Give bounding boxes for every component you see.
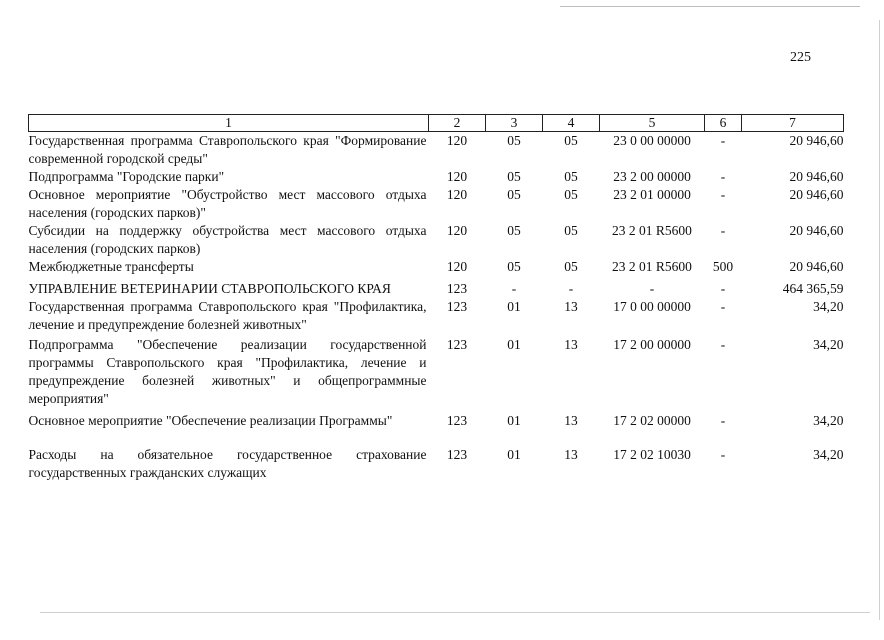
table-row: [29, 222, 844, 258]
row-subsection: 13: [564, 337, 578, 352]
row-ministry: 120: [446, 133, 468, 148]
row-expense-type: -: [720, 223, 726, 238]
row-target-code: 17 2 02 00000: [613, 413, 691, 428]
table-row: [29, 430, 844, 482]
row-amount: 20 946,60: [789, 187, 844, 202]
row-amount: 20 946,60: [789, 259, 844, 274]
row-subsection: 05: [564, 169, 578, 184]
budget-table: [28, 114, 844, 482]
row-name: Подпрограмма "Обеспечение реализации государственной программы Ставропольского края "Профилактика, лечение и предупреждение болезней животных" и общепрограммные мероприятия": [28, 337, 427, 406]
row-section: 05: [507, 133, 521, 148]
row-expense-type: 500: [712, 259, 734, 274]
header-col-7: 7: [742, 115, 844, 132]
row-amount: 20 946,60: [789, 133, 844, 148]
row-amount: 20 946,60: [789, 169, 844, 184]
row-section: 01: [507, 299, 521, 314]
row-subsection: 05: [564, 259, 578, 274]
row-subsection: 13: [564, 413, 578, 428]
row-name: Основное мероприятие "Обустройство мест массового отдыха населения (городских парков)": [28, 187, 427, 220]
row-ministry: 123: [446, 447, 468, 462]
row-name: Государственная программа Ставропольского края "Профилактика, лечение и предупреждение болезней животных": [28, 299, 427, 332]
row-name: Подпрограмма "Городские парки": [28, 169, 225, 184]
table-row: [29, 168, 844, 186]
row-expense-type: -: [720, 299, 726, 314]
page-number: 225: [790, 50, 811, 65]
table-row: [29, 334, 844, 408]
row-amount: 34,20: [813, 337, 844, 352]
row-expense-type: -: [720, 169, 726, 184]
row-amount: 34,20: [813, 413, 844, 428]
table-row: [29, 258, 844, 276]
row-amount: 464 365,59: [782, 281, 844, 296]
row-expense-type: -: [720, 133, 726, 148]
row-name: Межбюджетные трансферты: [28, 259, 194, 274]
scan-edge-right: [879, 20, 880, 620]
table-row: [29, 408, 844, 430]
row-subsection: 05: [564, 133, 578, 148]
row-target-code: 23 2 01 R5600: [612, 223, 692, 238]
row-target-code: 23 2 01 R5600: [612, 259, 692, 274]
row-name: УПРАВЛЕНИЕ ВЕТЕРИНАРИИ СТАВРОПОЛЬСКОГО КРАЯ: [28, 281, 391, 296]
row-section: 05: [507, 187, 521, 202]
row-expense-type: -: [720, 337, 726, 352]
row-section: 05: [507, 259, 521, 274]
row-ministry: 120: [446, 169, 468, 184]
row-target-code: -: [649, 281, 655, 296]
row-amount: 20 946,60: [789, 223, 844, 238]
row-section: 05: [507, 223, 521, 238]
table-row: [29, 186, 844, 222]
table-row: [29, 276, 844, 298]
row-subsection: 05: [564, 187, 578, 202]
row-target-code: 17 2 02 10030: [613, 447, 691, 462]
row-ministry: 120: [446, 259, 468, 274]
row-target-code: 23 2 00 00000: [613, 169, 691, 184]
row-name: Государственная программа Ставропольского края "Формирование современной городской среды": [28, 133, 427, 166]
row-ministry: 120: [446, 223, 468, 238]
row-target-code: 23 2 01 00000: [613, 187, 691, 202]
row-ministry: 123: [446, 299, 468, 314]
row-subsection: 05: [564, 223, 578, 238]
row-ministry: 123: [446, 281, 468, 296]
row-ministry: 123: [446, 337, 468, 352]
row-target-code: 17 0 00 00000: [613, 299, 691, 314]
row-expense-type: -: [720, 413, 726, 428]
row-amount: 34,20: [813, 299, 844, 314]
row-expense-type: -: [720, 281, 726, 296]
row-name: Основное мероприятие "Обеспечение реализации Программы": [28, 413, 393, 428]
row-section: 01: [507, 447, 521, 462]
row-subsection: 13: [564, 299, 578, 314]
scan-edge-bottom: [40, 612, 870, 613]
header-col-4: 4: [543, 115, 600, 132]
header-col-5: 5: [600, 115, 705, 132]
row-section: 01: [507, 413, 521, 428]
row-ministry: 120: [446, 187, 468, 202]
row-expense-type: -: [720, 187, 726, 202]
row-expense-type: -: [720, 447, 726, 462]
row-ministry: 123: [446, 413, 468, 428]
scan-edge-top: [560, 6, 860, 7]
row-section: 05: [507, 169, 521, 184]
row-subsection: -: [568, 281, 574, 296]
row-subsection: 13: [564, 447, 578, 462]
table-row: [29, 132, 844, 169]
header-col-2: 2: [429, 115, 486, 132]
row-name: Расходы на обязательное государственное страхование государственных гражданских служащих: [28, 447, 427, 480]
header-row: [29, 115, 844, 132]
header-col-6: 6: [705, 115, 742, 132]
table-row: [29, 298, 844, 334]
row-amount: 34,20: [813, 447, 844, 462]
row-section: -: [511, 281, 517, 296]
row-target-code: 23 0 00 00000: [613, 133, 691, 148]
header-col-3: 3: [486, 115, 543, 132]
header-col-1: 1: [29, 115, 429, 132]
row-target-code: 17 2 00 00000: [613, 337, 691, 352]
row-section: 01: [507, 337, 521, 352]
row-name: Субсидии на поддержку обустройства мест массового отдыха населения (городских парков): [28, 223, 427, 256]
